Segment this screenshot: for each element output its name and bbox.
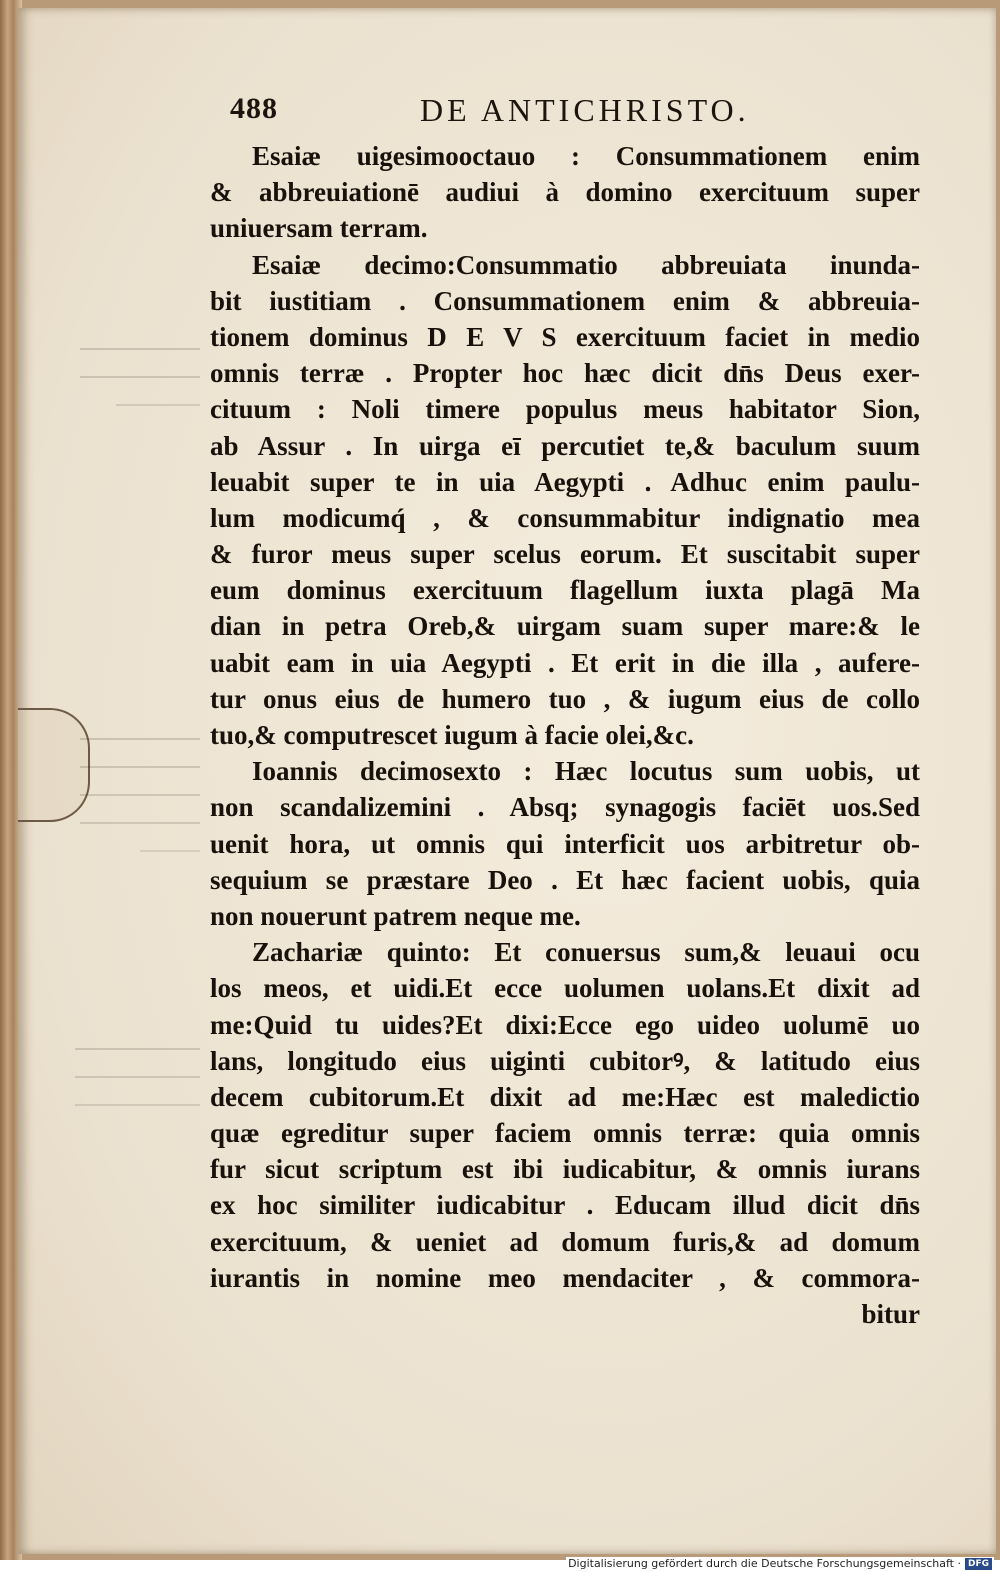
text-line: uniuersam terram. xyxy=(210,213,428,244)
text-line: tionem dominus D E V S exercituum faciet in medio xyxy=(210,321,920,352)
text-line: eum dominus exercituum flagellum iuxta plagā Ma xyxy=(210,575,920,606)
text-line: sequium se præstare Deo . Et hæc facient uobis, quia xyxy=(210,864,920,895)
text-line: & furor meus super scelus eorum. Et suscitabit super xyxy=(210,539,920,570)
text-line: ex hoc similiter iudicabitur . Educam illud dicit dn̄s xyxy=(210,1190,920,1221)
text-line: lans, longitudo eius uiginti cubitorꝰ, & latitudo eius xyxy=(210,1045,920,1076)
text-line: non nouerunt patrem neque me. xyxy=(210,900,581,931)
text-line: dian in petra Oreb,& uirgam suam super mare:& le xyxy=(210,611,920,642)
text-line: tur onus eius de humero tuo , & iugum eius de collo xyxy=(210,683,920,714)
dfg-logo: DFG xyxy=(965,1558,992,1570)
digitization-credit xyxy=(566,1557,994,1570)
text-line: ab Assur . In uirga eī percutiet te,& baculum suum xyxy=(210,430,920,461)
text-line: quæ egreditur super faciem omnis terræ: quia omnis xyxy=(210,1118,920,1149)
text-line: iurantis in nomine meo mendaciter , & commora- xyxy=(210,1262,920,1293)
text-line: Esaiæ decimo:Consummatio abbreuiata inunda- xyxy=(252,249,920,280)
text-line: Zachariæ quinto: Et conuersus sum,& leuaui ocu xyxy=(252,937,920,968)
text-line: bit iustitiam . Consummationem enim & abbreuia- xyxy=(210,285,920,316)
text-line: uenit hora, ut omnis qui interficit uos arbitretur ob- xyxy=(210,828,920,859)
text-line: tuo,& computrescet iugum à facie olei,&c. xyxy=(210,720,694,750)
show-through-marks xyxy=(80,330,200,420)
text-line: Esaiæ uigesimooctauo : Consummationem enim xyxy=(252,141,920,171)
text-line: omnis terræ . Propter hoc hæc dicit dn̄s Deus exer- xyxy=(210,358,920,389)
text-line: non scandalizemini . Absq; synagogis faciēt uos.Sed xyxy=(210,792,920,823)
text-line: uabit eam in uia Aegypti . Et erit in die illa , aufere- xyxy=(210,647,920,678)
text-line: lum modicumq́ , & consummabitur indignatio mea xyxy=(210,502,920,533)
credit-text: Digitalisierung gefördert durch die Deutsche Forschungsgemeinschaft · xyxy=(568,1557,961,1570)
page-number: 488 xyxy=(230,92,278,125)
catchword: bitur xyxy=(861,1299,920,1329)
text-line: Ioannis decimosexto : Hæc locutus sum uobis, ut xyxy=(252,756,920,787)
text-line: fur sicut scriptum est ibi iudicabitur, & omnis iurans xyxy=(210,1154,920,1185)
text-line: decem cubitorum.Et dixit ad me:Hæc est maledictio xyxy=(210,1081,920,1112)
show-through-marks-2 xyxy=(80,720,200,870)
text-line: exercituum, & ueniet ad domum furis,& ad domum xyxy=(210,1226,920,1257)
text-line: leuabit super te in uia Aegypti . Adhuc enim paulu- xyxy=(210,466,920,497)
text-line: & abbreuiationē audiui à domino exercituum super xyxy=(210,177,920,208)
text-line: los meos, et uidi.Et ecce uolumen uolans.Et dixit ad xyxy=(210,973,920,1004)
text-line: me:Quid tu uides?Et dixi:Ecce ego uideo uolumē uo xyxy=(210,1009,920,1040)
running-title: DE ANTICHRISTO. xyxy=(420,92,750,128)
text-line: cituum : Noli timere populus meus habitator Sion, xyxy=(210,394,920,425)
body-text xyxy=(210,138,920,1332)
show-through-marks-3 xyxy=(75,1030,200,1120)
page-header xyxy=(230,92,920,132)
